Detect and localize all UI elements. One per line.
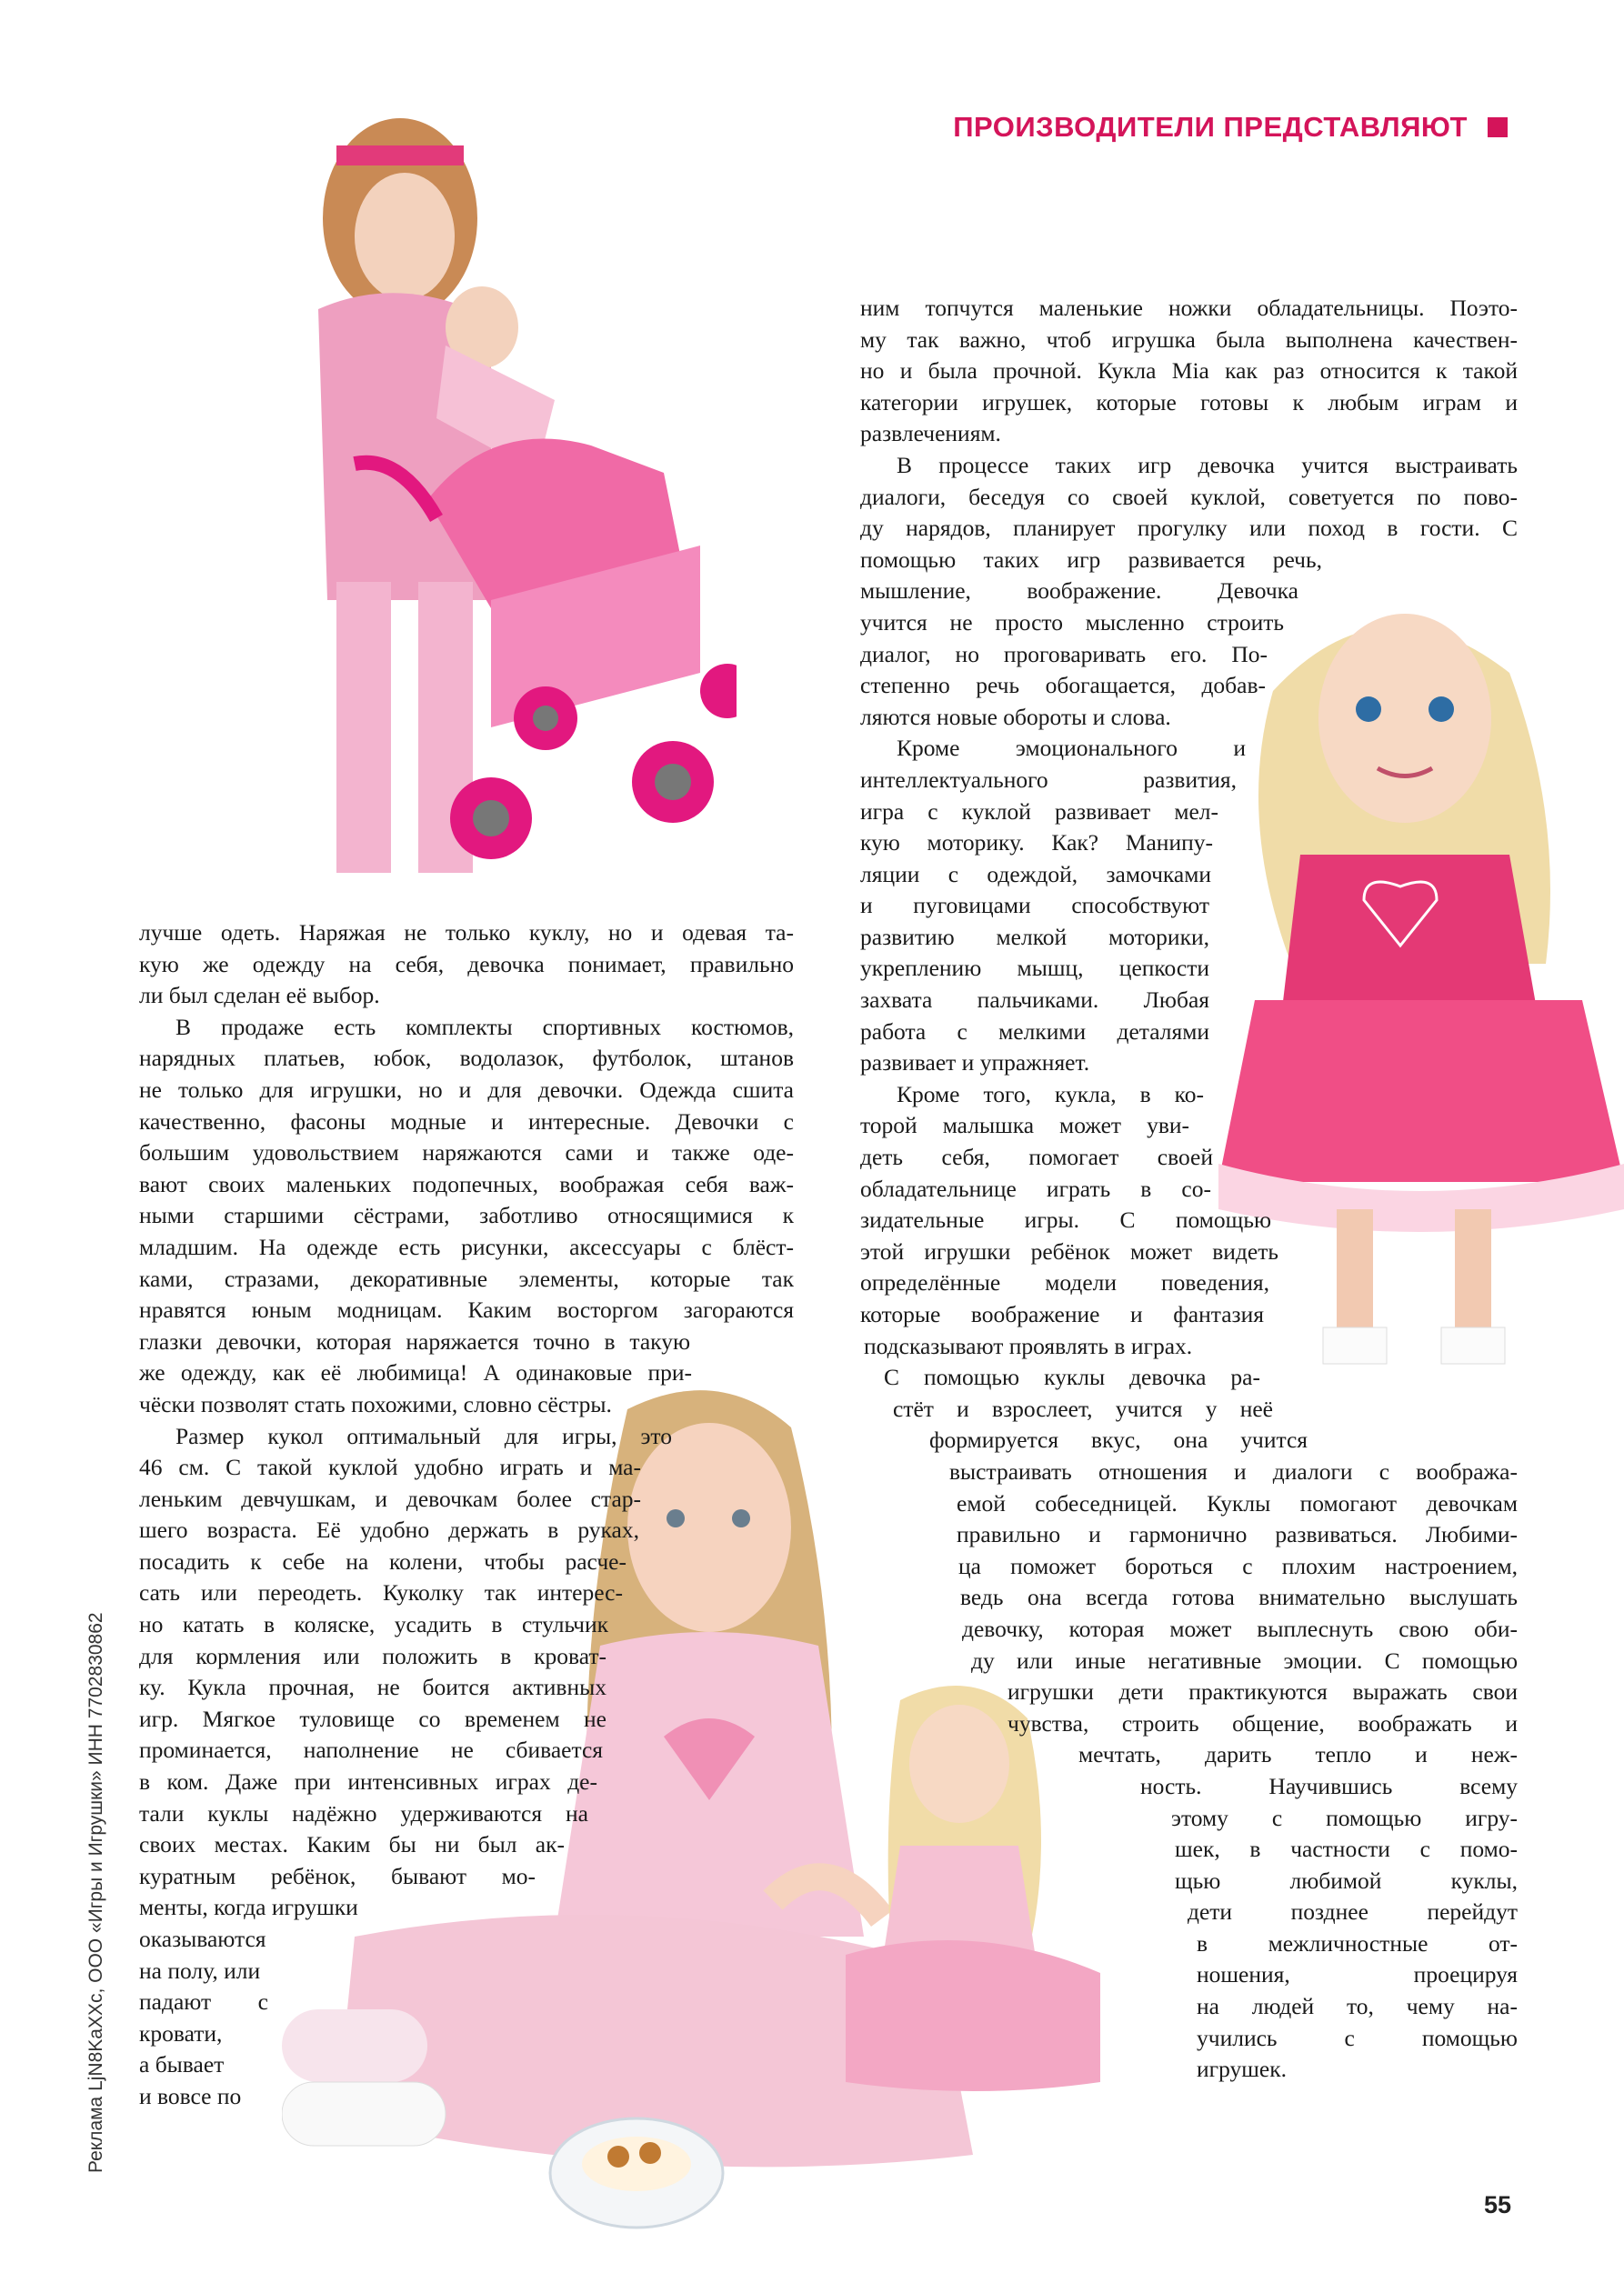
text-line: оказываются	[139, 1926, 266, 1952]
text-line: которые воображение и фантазия	[860, 1301, 1264, 1327]
text-line: торой малышка может уви-	[860, 1112, 1189, 1139]
text-line: 46 см. С такой куклой удобно играть и ма-	[139, 1454, 641, 1481]
text-line: на людей то, чему на-	[1197, 1993, 1518, 2020]
text-line: Кроме того, кукла, в ко-	[897, 1080, 1204, 1107]
text-line: диалоги, беседуя со своей куклой, советуется по пово-	[860, 483, 1518, 510]
text-line: чувства, строить общение, воображать и	[1007, 1709, 1518, 1737]
text-line: учится не просто мысленно строить	[860, 608, 1284, 636]
text-line: мечтать, дарить тепло и неж-	[1078, 1741, 1518, 1768]
text-line: развивает и упражняет.	[860, 1049, 1090, 1076]
page-number: 55	[1483, 2191, 1511, 2218]
section-title: ПРОИЗВОДИТЕЛИ ПРЕДСТАВЛЯЮТ	[953, 111, 1468, 143]
text-line: ли был сделан её выбор.	[139, 982, 380, 1009]
text-line: ду нарядов, планирует прогулку или поход в гости. С	[860, 515, 1518, 542]
text-line: сать или переодеть. Куколку так интерес-	[139, 1579, 623, 1607]
text-line: В процессе таких игр девочка учится выстраивать	[897, 451, 1518, 478]
text-line: чёски позволят стать похожими, словно сёстры.	[139, 1390, 612, 1417]
text-line: но катать в коляске, усадить в стульчик	[139, 1611, 608, 1638]
text-line: этой игрушки ребёнок может видеть	[860, 1237, 1278, 1265]
text-line: развитию мелкой моторики,	[860, 923, 1209, 950]
text-line: захвата пальчиками. Любая	[860, 986, 1209, 1014]
text-line: кую же одежду на себя, девочка понимает, правильно	[139, 950, 794, 977]
text-line: в межличностные от-	[1197, 1929, 1518, 1957]
text-line: ными старшими сёстрами, заботливо относящимися к	[139, 1202, 794, 1229]
side-credit: Реклама LjN8KaXXc, ООО «Игры и Игрушки» ИНН 7702830862	[85, 1612, 106, 2173]
text-line: формируется вкус, она учится	[929, 1427, 1308, 1454]
text-line: ку. Кукла прочная, не боится активных	[139, 1674, 606, 1701]
text-line: укреплению мышц, цепкости	[860, 955, 1209, 982]
header-square-icon	[1488, 117, 1508, 137]
text-line: емой собеседницей. Куклы помогают девочкам	[957, 1489, 1518, 1517]
text-line: деть себя, помогает своей	[860, 1144, 1213, 1171]
text-line: выстраивать отношения и диалоги с вообража-	[949, 1457, 1518, 1485]
text-line: обладательнице играть в со-	[860, 1175, 1211, 1202]
photo-girl-with-stroller	[191, 91, 737, 909]
text-line: игрушки дети практикуются выражать свои	[1007, 1678, 1518, 1706]
section-header	[953, 111, 1508, 144]
text-line: куратным ребёнок, бывают мо-	[139, 1862, 536, 1889]
text-line: ляции с одеждой, замочками	[860, 860, 1211, 887]
text-line: этому с помощью игру-	[1171, 1804, 1518, 1831]
text-line: кую моторику. Как? Манипу-	[860, 829, 1213, 856]
text-line: менты, когда игрушки	[139, 1894, 358, 1921]
text-line: нравятся юным модницам. Каким восторгом загораются	[139, 1297, 794, 1324]
text-line: не только для игрушки, но и для девочки. Одежда сшита	[139, 1076, 794, 1103]
text-line: степенно речь обогащается, добав-	[860, 672, 1266, 699]
text-line: кровати,	[139, 2019, 223, 2047]
text-line: посадить к себе на колени, чтобы расче-	[139, 1547, 627, 1575]
text-line: ведь она всегда готова внимательно выслушать	[960, 1584, 1518, 1611]
text-line: качественно, фасоны модные и интересные. Девочки с	[139, 1107, 794, 1135]
text-line: в ком. Даже при интенсивных играх де-	[139, 1768, 597, 1796]
text-line: подсказывают проявлять в играх.	[864, 1332, 1193, 1359]
text-line: падают с	[139, 1988, 268, 2016]
text-line: ца поможет бороться с плохим настроением,	[958, 1552, 1518, 1579]
text-line: учились с помощью	[1197, 2024, 1518, 2051]
text-line: для кормления или положить в кроват-	[139, 1642, 606, 1669]
text-line: а бывает	[139, 2051, 225, 2078]
text-line: и вовсе по	[139, 2082, 242, 2109]
text-line: же одежду, как её любимица! А одинаковые при-	[139, 1359, 692, 1387]
text-line: большим удовольствием наряжаются сами и также оде-	[139, 1139, 794, 1167]
text-line: ность. Научившись всему	[1140, 1772, 1518, 1799]
text-line: мышление, воображение. Девочка	[860, 577, 1298, 605]
text-line: работа с мелкими деталями	[860, 1017, 1209, 1045]
article-left-column	[139, 917, 794, 2113]
text-line: правильно и гармонично развиваться. Любими-	[957, 1521, 1518, 1548]
text-line: глазки девочки, которая наряжается точно в такую	[139, 1327, 690, 1355]
text-line: Размер кукол оптимальный для игры, это	[175, 1422, 672, 1449]
text-line: категории игрушек, которые готовы к любым играм и	[860, 388, 1518, 416]
text-line: развлечениям.	[860, 420, 1001, 447]
text-line: игр. Мягкое туловище со временем не	[139, 1705, 606, 1732]
text-line: щью любимой куклы,	[1175, 1867, 1518, 1894]
text-line: му так важно, чтоб игрушка была выполнена качествен-	[860, 325, 1518, 353]
text-line: помощью таких игр развивается речь,	[860, 546, 1322, 573]
text-line: своих местах. Каким бы ни был ак-	[139, 1831, 565, 1858]
text-line: ним топчутся маленькие ножки обладательницы. Поэто-	[860, 295, 1518, 321]
text-line: ками, стразами, декоративные элементы, которые так	[139, 1265, 794, 1292]
text-line: ношения, проецируя	[1197, 1961, 1518, 1988]
text-line: ду или иные негативные эмоции. С помощью	[971, 1647, 1518, 1674]
text-line: В продаже есть комплекты спортивных костюмов,	[175, 1013, 794, 1040]
text-line: леньким девчушкам, и девочкам более стар-	[139, 1485, 641, 1512]
text-line: игра с куклой развивает мел-	[860, 797, 1218, 825]
text-line: тали куклы надёжно удерживаются на	[139, 1799, 588, 1827]
text-line: ляются новые обороты и слова.	[860, 703, 1171, 730]
text-line: нарядных платьев, юбок, водолазок, футболок, штанов	[139, 1045, 794, 1072]
text-line: диалог, но проговаривать его. По-	[860, 640, 1268, 667]
article-right-column	[860, 293, 1518, 2086]
text-line: и пуговицами способствуют	[860, 892, 1209, 919]
text-line: определённые модели поведения,	[860, 1269, 1269, 1297]
text-line: дети позднее перейдут	[1188, 1898, 1518, 1926]
text-line: стёт и взрослеет, учится у неё	[893, 1395, 1273, 1422]
text-line: лучше одеть. Наряжая не только куклу, но и одевая та-	[139, 919, 794, 946]
text-line: игрушек.	[1197, 2056, 1287, 2083]
text-line: девочку, которая может выплеснуть свою оби-	[962, 1615, 1518, 1642]
text-line: С помощью куклы девочка ра-	[884, 1364, 1260, 1391]
text-line: вают своих маленьких подопечных, воображая себя важ-	[139, 1170, 794, 1197]
text-line: шего возраста. Её удобно держать в руках,	[139, 1517, 639, 1544]
text-line: интеллектуального развития,	[860, 766, 1237, 793]
text-line: младшим. На одежде есть рисунки, аксессуары с блёст-	[139, 1233, 794, 1260]
text-line: Кроме эмоционального и	[897, 735, 1246, 762]
text-line: проминается, наполнение не сбивается	[139, 1737, 603, 1764]
text-line: но и была прочной. Кукла Mia как раз относится к такой	[860, 357, 1518, 385]
text-line: на полу, или	[139, 1957, 261, 1984]
text-line: зидательные игры. С помощью	[860, 1207, 1271, 1234]
text-line: шек, в частности с помо-	[1175, 1836, 1518, 1863]
